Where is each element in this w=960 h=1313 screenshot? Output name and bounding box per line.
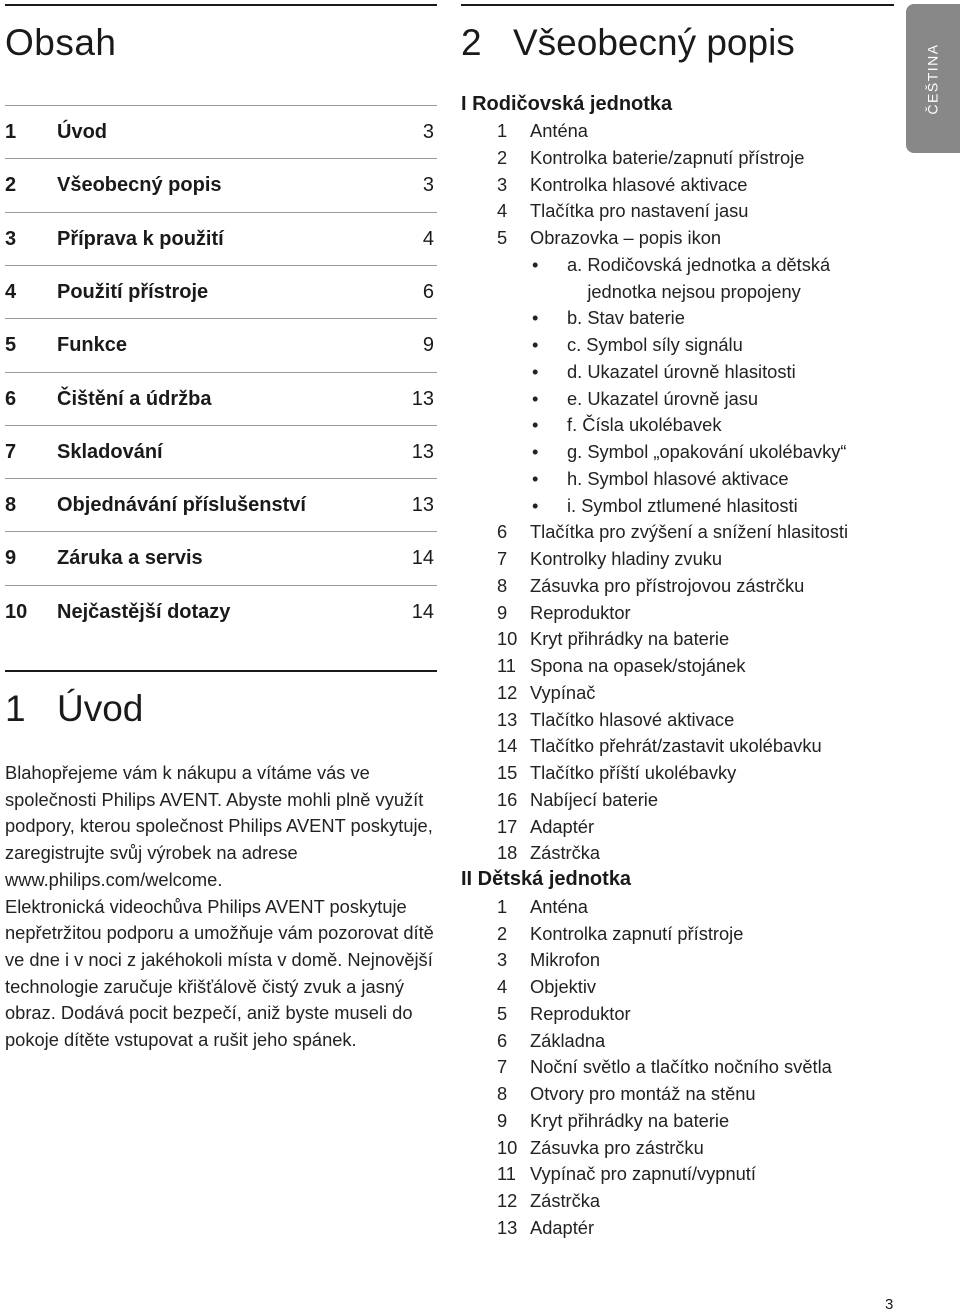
toc-entry[interactable] — [5, 494, 437, 520]
bullet: • — [532, 334, 539, 355]
list-item-text: Reproduktor — [530, 601, 631, 623]
parent-unit-heading: I Rodičovská jednotka — [461, 93, 673, 115]
general-heading — [461, 22, 795, 64]
toc-entry-page: 13 — [411, 494, 434, 517]
toc-entry-page: 13 — [411, 440, 434, 463]
list-item-text: Nabíjecí baterie — [530, 788, 659, 810]
list-item-text: Anténa — [530, 895, 588, 917]
toc-entry-page: 4 — [422, 227, 434, 250]
bullet: • — [532, 253, 539, 275]
toc-divider — [5, 105, 437, 106]
icon-description-text: g. Symbol „opakování ukolébavky“ — [567, 441, 847, 462]
list-item-text: Vypínač — [530, 681, 596, 703]
toc-entry-number: 5 — [5, 334, 17, 357]
toc-entry-page: 6 — [422, 280, 434, 303]
list-item-number: 6 — [497, 521, 508, 543]
list-item-text: Tlačítko přehrát/zastavit ukolébavku — [530, 735, 822, 757]
toc-entry-page: 14 — [411, 547, 434, 570]
page-number: 3 — [885, 1296, 894, 1313]
toc-divider — [5, 158, 437, 159]
list-item-text: Vypínač pro zapnutí/vypnutí — [530, 1163, 756, 1185]
toc-divider — [5, 531, 437, 532]
general-top-rule — [461, 4, 894, 6]
icon-description-text: jednotka nejsou propojeny — [567, 280, 801, 302]
toc-entry-number: 6 — [5, 387, 17, 410]
list-item-number: 10 — [497, 628, 518, 650]
icon-description-text: f. Čísla ukolébavek — [567, 414, 722, 436]
toc-entry-page: 14 — [411, 600, 434, 623]
toc-entry-label: Funkce — [57, 334, 128, 357]
toc-entry-label: Nejčastější dotazy — [57, 600, 231, 623]
toc-entry-label: Čištění a údržba — [57, 387, 212, 410]
toc-entry[interactable] — [5, 388, 437, 414]
toc-entry[interactable] — [5, 601, 437, 627]
list-item-number: 13 — [497, 708, 518, 730]
list-item-number: 14 — [497, 735, 518, 757]
list-item-number: 10 — [497, 1136, 518, 1158]
list-item-text: Zástrčka — [530, 842, 601, 864]
list-item-text: Zástrčka — [530, 1190, 601, 1211]
list-item-text: Kontrolka hlasové aktivace — [530, 173, 748, 195]
list-item-text: Tlačítko příští ukolébavky — [530, 762, 737, 783]
list-item-number: 11 — [497, 655, 516, 676]
intro-heading-text: Úvod — [57, 688, 144, 729]
toc-entry-label: Všeobecný popis — [57, 174, 222, 197]
icon-description-text: e. Ukazatel úrovně jasu — [567, 387, 759, 409]
list-item-text: Zásuvka pro přístrojovou zástrčku — [530, 574, 805, 596]
list-item-number: 17 — [497, 815, 518, 837]
intro-heading-number: 1 — [5, 688, 26, 729]
list-item-text: Tlačítka pro nastavení jasu — [530, 200, 749, 222]
bullet: • — [532, 441, 539, 462]
list-item-text: Tlačítko hlasové aktivace — [530, 708, 735, 730]
toc-entry-label: Příprava k použití — [57, 227, 224, 250]
toc-entry-label: Použití přístroje — [57, 280, 209, 303]
list-item-number: 6 — [497, 1029, 508, 1051]
general-heading-number: 2 — [461, 22, 482, 63]
toc-entry-number: 7 — [5, 440, 17, 463]
toc-entry-page: 13 — [411, 387, 434, 410]
bullet: • — [532, 307, 539, 329]
bullet: • — [532, 360, 539, 382]
list-item-text: Anténa — [530, 120, 588, 141]
toc-entry-number: 1 — [5, 121, 17, 143]
toc-entry[interactable] — [5, 441, 437, 467]
list-item-text: Kryt přihrádky na baterie — [530, 628, 730, 650]
toc-top-rule — [5, 4, 437, 6]
bullet: • — [532, 467, 539, 489]
list-item-number: 4 — [497, 976, 508, 997]
toc-divider — [5, 212, 437, 213]
list-item-text: Objektiv — [530, 976, 597, 997]
list-item-number: 5 — [497, 1002, 508, 1024]
icon-description-text: c. Symbol síly signálu — [567, 334, 743, 355]
intro-body — [5, 760, 445, 1054]
list-item-text: Mikrofon — [530, 949, 601, 971]
toc-entry-number: 8 — [5, 494, 17, 517]
toc-entry-number: 4 — [5, 280, 17, 303]
intro-heading — [5, 688, 143, 730]
list-item-number: 9 — [497, 1109, 508, 1131]
toc-entry[interactable] — [5, 121, 437, 147]
toc-entry-label: Skladování — [57, 440, 163, 463]
toc-entry-page: 9 — [422, 334, 434, 357]
list-item-number: 7 — [497, 1056, 508, 1078]
toc-divider — [5, 318, 437, 319]
list-item-number: 5 — [497, 227, 508, 248]
list-item-number: 18 — [497, 842, 518, 864]
toc-entry-label: Záruka a servis — [57, 547, 203, 570]
toc-entry-number: 10 — [5, 600, 28, 623]
icon-description-text: i. Symbol ztlumené hlasitosti — [567, 494, 798, 516]
list-item-number: 2 — [497, 146, 508, 168]
baby-unit-heading: II Dětská jednotka — [461, 868, 632, 890]
toc-divider — [5, 265, 437, 266]
toc-entry-label: Objednávání příslušenství — [57, 494, 306, 517]
list-item-number: 12 — [497, 1190, 518, 1211]
list-item-text: Adaptér — [530, 1216, 595, 1238]
list-item-text: Kontrolka zapnutí přístroje — [530, 922, 744, 944]
toc-title: Obsah — [5, 22, 117, 63]
icon-description-text: a. Rodičovská jednotka a dětská — [567, 253, 831, 275]
list-item-number: 1 — [497, 120, 508, 141]
language-tab-label: ČEŠTINA — [925, 42, 941, 115]
list-item-text: Otvory pro montáž na stěnu — [530, 1083, 756, 1104]
list-item-text: Reproduktor — [530, 1002, 631, 1024]
list-item-text: Noční světlo a tlačítko nočního světla — [530, 1056, 832, 1078]
toc-entry-page: 3 — [422, 174, 434, 197]
list-item-text: Tlačítka pro zvýšení a snížení hlasitosti — [530, 521, 849, 543]
toc-entry-number: 3 — [5, 227, 17, 250]
list-item-number: 4 — [497, 200, 508, 222]
icon-description-text: h. Symbol hlasové aktivace — [567, 467, 789, 489]
general-heading-text: Všeobecný popis — [513, 22, 795, 63]
intro-paragraph: Elektronická videochůva Philips AVENT poskytuje nepřetržitou podporu a umožňuje vám pozorovat dítě ve dne i v noci z jakéhokoli místa v domě. Nejnovější technologie zaručuje křišťálově čistý zvuk a jasný obraz. Dodává pocit bezpečí, aniž byste museli do pokoje dítěte vstupovat a rušit jeho spánek. — [5, 895, 434, 1051]
list-item-number: 12 — [497, 681, 518, 703]
toc-divider — [5, 478, 437, 479]
list-item-text: Základna — [530, 1029, 606, 1051]
icon-description-text: b. Stav baterie — [567, 307, 685, 329]
toc-divider — [5, 372, 437, 373]
bullet: • — [532, 494, 539, 516]
list-item-number: 3 — [497, 173, 508, 195]
list-item-text: Obrazovka – popis ikon — [530, 227, 722, 248]
list-item-text: Kontrolka baterie/zapnutí přístroje — [530, 146, 805, 168]
toc-entry-number: 9 — [5, 547, 17, 570]
toc-entry[interactable] — [5, 281, 437, 307]
list-item-text: Spona na opasek/stojánek — [530, 655, 746, 676]
list-item-number: 2 — [497, 922, 508, 944]
list-item-number: 7 — [497, 548, 508, 569]
toc-entry[interactable] — [5, 174, 437, 200]
list-item-number: 11 — [497, 1163, 516, 1185]
toc-entry-number: 2 — [5, 174, 17, 197]
list-item-text: Zásuvka pro zástrčku — [530, 1136, 704, 1158]
list-item-number: 9 — [497, 601, 508, 623]
list-item-text: Kontrolky hladiny zvuku — [530, 548, 723, 569]
list-item-number: 1 — [497, 895, 508, 917]
language-tab — [906, 4, 960, 153]
toc-entry[interactable] — [5, 228, 437, 254]
toc-entry[interactable] — [5, 547, 437, 573]
list-item-number: 15 — [497, 762, 518, 783]
toc-entry-page: 3 — [422, 121, 434, 143]
list-item-text: Adaptér — [530, 815, 595, 837]
toc-divider — [5, 585, 437, 586]
toc-entry-label: Úvod — [57, 121, 107, 143]
list-item-number: 8 — [497, 574, 508, 596]
icon-description-text: d. Ukazatel úrovně hlasitosti — [567, 360, 796, 382]
toc-entry[interactable] — [5, 334, 437, 360]
intro-top-rule — [5, 670, 437, 672]
bullet: • — [532, 387, 539, 409]
list-item-number: 13 — [497, 1216, 518, 1238]
list-item-text: Kryt přihrádky na baterie — [530, 1109, 730, 1131]
intro-paragraph: Blahopřejeme vám k nákupu a vítáme vás ve společnosti Philips AVENT. Abyste mohli plně využít podpory, kterou společnost Philips AVENT poskytuje, zaregistrujte svůj výrobek na adrese www.philips.com/welcome. — [5, 762, 433, 890]
list-item-number: 3 — [497, 949, 508, 971]
list-item-number: 8 — [497, 1083, 508, 1104]
list-item-number: 16 — [497, 788, 518, 810]
bullet: • — [532, 414, 539, 436]
toc-divider — [5, 425, 437, 426]
